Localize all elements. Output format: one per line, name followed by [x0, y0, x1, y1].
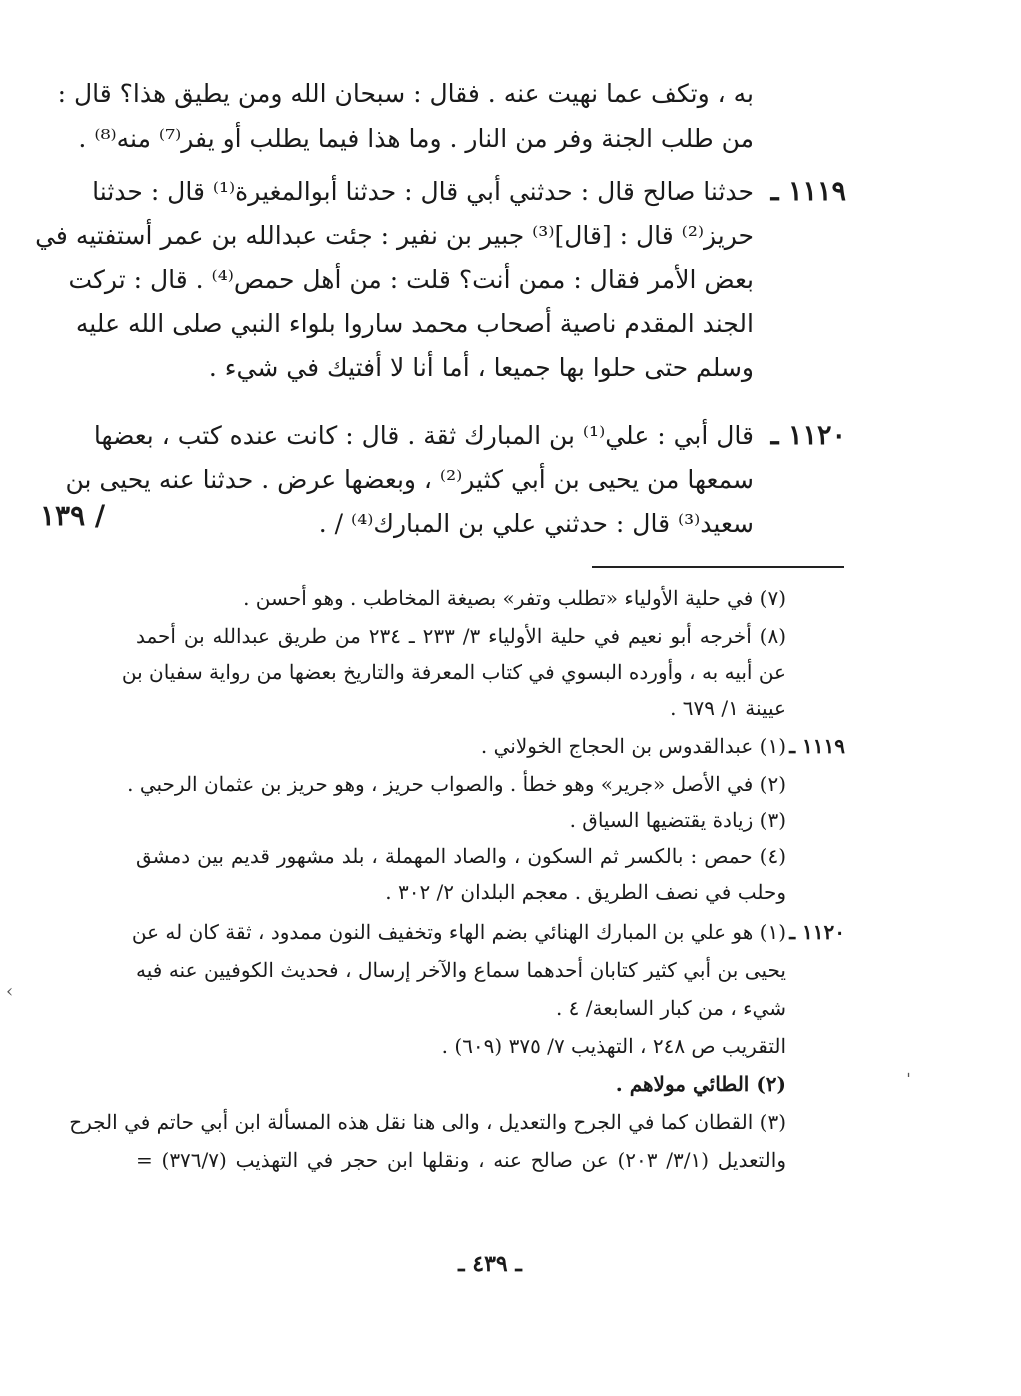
- page-number: ـ ٤٣٩ ـ: [458, 1251, 522, 1277]
- text-line: حريز⁽²⁾ قال : [قال]⁽³⁾ جبير بن نفير : جئت عبدالله بن عمر أستفتيه في: [35, 221, 754, 250]
- text-line: قال أبي : علي⁽¹⁾ بن المبارك ثقة . قال : كانت عنده كتب ، بعضها: [93, 421, 754, 450]
- footnote-7: (٧) في حلية الأولياء «تطلب وتفر» بصيغة المخاطب . وهو أحسن .: [243, 586, 786, 610]
- text-line: الجند المقدم ناصية أصحاب محمد ساروا بلواء النبي صلى الله عليه: [75, 309, 754, 338]
- hadith-1119-paragraph: [35, 168, 754, 408]
- footnote-8-line: عن أبيه به ، وأورده البسوي في كتاب المعرفة والتاريخ بعضها من رواية سفيان بن: [121, 660, 786, 684]
- footnote-1119-3: (٣) زيادة يقتضيها السياق .: [569, 808, 786, 832]
- scan-mark: ‹: [6, 981, 14, 1002]
- footnote-separator: [592, 566, 844, 568]
- footnote-1120-1-line: التقريب ص ٢٤٨ ، التهذيب ٧/ ٣٧٥ (٦٠٩) .: [441, 1034, 786, 1058]
- footnote-8-line: (٨) أخرجه أبو نعيم في حلية الأولياء ٣/ ٢٣٣ ـ ٢٣٤ من طريق عبدالله بن أحمد: [136, 624, 787, 648]
- text-line: سعيد⁽³⁾ قال : حدثني علي بن المبارك⁽⁴⁾ / .: [318, 509, 754, 538]
- footnote-1119-4-line: (٤) حمص : بالكسر ثم السكون ، والصاد المهملة ، بلد مشهور قديم بين دمشق: [136, 844, 786, 868]
- footnote-1119-4-line: وحلب في نصف الطريق . معجم البلدان ٢/ ٣٠٢ .: [385, 880, 786, 904]
- footnote-1120-3-line: والتعديل (٣/١/ ٢٠٣) عن صالح عنه ، ونقلها ابن حجر في التهذيب (٣٧٦/٧) =: [136, 1148, 786, 1172]
- footnote-1119-2: (٢) في الأصل «جرير» وهو خطأ . والصواب حريز ، وهو حريز بن عثمان الرحبي .: [127, 772, 786, 796]
- hadith-number-1119: ١١١٩ ـ: [770, 176, 846, 207]
- continuation-paragraph: [57, 70, 754, 166]
- text-line: سمعها من يحيى بن أبي كثير⁽²⁾ ، وبعضها عرض . حدثنا عنه يحيى بن: [65, 465, 754, 494]
- footnotes: [69, 580, 787, 1220]
- footnote-1119-1: (١) عبدالقدوس بن الحجاج الخولاني .: [480, 734, 786, 758]
- footnote-1120-1-line: شيء ، من كبار السابعة/ ٤ .: [555, 996, 786, 1020]
- hadith-number-1120: ١١٢٠ ـ: [770, 420, 846, 451]
- footnote-1120-1-line: يحيى بن أبي كثير كتابان أحدهما سماع والآخر إرسال ، فحديث الكوفيين عنه فيه: [136, 958, 786, 982]
- text-line: حدثنا صالح قال : حدثني أبي قال : حدثنا أبوالمغيرة⁽¹⁾ قال : حدثنا: [92, 177, 754, 206]
- footnote-1120-2: (٢) الطائي مولاهم .: [615, 1072, 786, 1096]
- text-line: به ، وتكف عما نهيت عنه . فقال : سبحان الله ومن يطيق هذا؟ قال :: [57, 79, 754, 108]
- footnote-group-1119-number: ١١١٩ ـ: [789, 734, 845, 758]
- footnote-1120-1-line: (١) هو علي بن المبارك الهنائي بضم الهاء وتخفيف النون ممدود ، ثقة كان له عن: [131, 920, 786, 944]
- margin-page-reference: ١٣٩ /: [40, 499, 106, 532]
- footnote-1120-3-line: (٣) القطان كما في الجرح والتعديل ، والى هنا نقل هذه المسألة ابن أبي حاتم في الجرح: [69, 1110, 786, 1134]
- text-line: من طلب الجنة وفر من النار . وما هذا فيما يطلب أو يفر⁽⁷⁾ منه⁽⁸⁾ .: [78, 124, 754, 153]
- footnote-group-1120-number: ١١٢٠ ـ: [789, 920, 845, 944]
- text-line: بعض الأمر فقال : ممن أنت؟ قلت : من أهل حمص⁽⁴⁾ . قال : تركت: [68, 265, 754, 294]
- text-line: وسلم حتى حلوا بها جميعا ، أما أنا لا أفتيك في شيء .: [208, 353, 754, 382]
- footnote-8-line: عيينة ١/ ٦٧٩ .: [670, 696, 786, 720]
- scan-mark: ˌ: [906, 1059, 911, 1080]
